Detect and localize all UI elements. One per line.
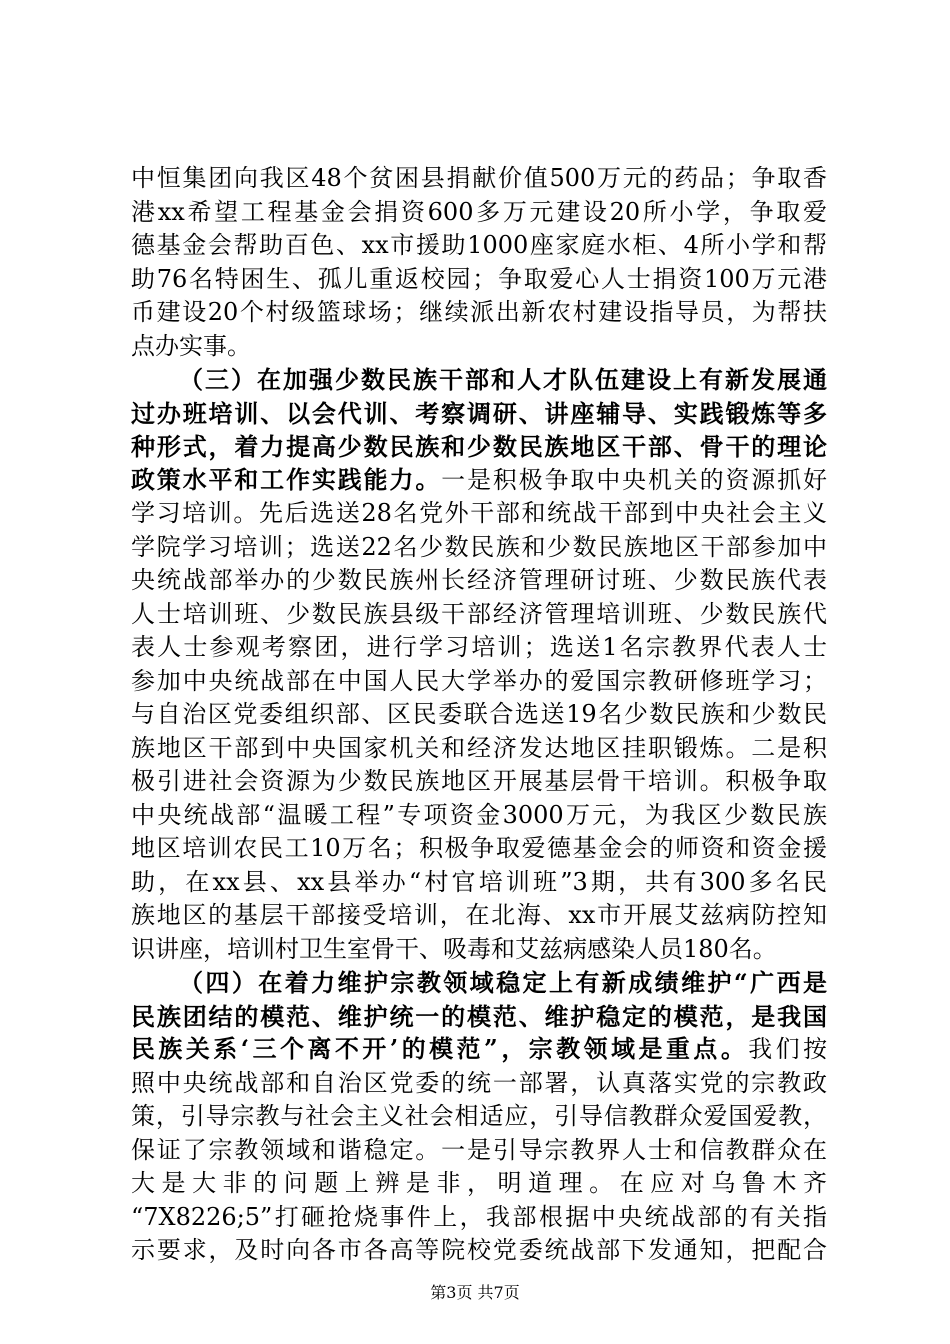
line-text: 照中央统战部和自治区党委的统一部署，认真落实党的宗教政 xyxy=(131,1068,827,1097)
line-text: 德基金会帮助百色、xx市援助1000座家庭水柜、4所小学和帮 xyxy=(131,231,827,259)
text-line xyxy=(131,698,827,732)
text-line xyxy=(131,1167,827,1201)
line-text: 人士培训班、少数民族县级干部经济管理培训班、少数民族代 xyxy=(131,599,827,628)
text-line xyxy=(131,631,827,665)
line-text: 参加中央统战部在中国人民大学举办的爱国宗教研修班学习； xyxy=(131,666,827,695)
text-line xyxy=(131,799,827,833)
text-line xyxy=(131,564,827,598)
section-heading-line xyxy=(131,966,827,1000)
section-heading-text: （三）在加强少数民族干部和人才队伍建设上有新发展通 xyxy=(179,365,827,394)
line-text: 助，在xx县、xx县举办“村官培训班”3期，共有300多名民 xyxy=(131,867,827,896)
line-text: 表人士参观考察团，进行学习培训；选送1名宗教界代表人士 xyxy=(131,633,827,661)
text-line xyxy=(131,665,827,699)
line-text: 助76名特困生、孤儿重返校园；争取爱心人士捐资100万元港 xyxy=(131,264,827,293)
line-text: 族地区干部到中央国家机关和经济发达地区挂职锻炼。二是积 xyxy=(131,733,827,762)
page-number-label: 第3页 共7页 xyxy=(430,1283,520,1302)
section-heading-text: 民族团结的模范、维护统一的模范、维护稳定的模范，是我国 xyxy=(131,1001,827,1031)
line-text: 一是积极争取中央机关的资源抓好 xyxy=(441,465,827,494)
line-text: “7X8226;5”打砸抢烧事件上，我部根据中央统战部的有关指 xyxy=(131,1202,827,1231)
text-line xyxy=(131,196,827,230)
line-text: 识讲座，培训村卫生室骨干、吸毒和艾兹病感染人员180名。 xyxy=(131,934,777,963)
line-text: 央统战部举办的少数民族州长经济管理研讨班、少数民族代表 xyxy=(131,566,827,594)
line-text: 示要求，及时向各市各高等院校党委统战部下发通知，把配合 xyxy=(131,1236,827,1264)
line-text: 保证了宗教领域和谐稳定。一是引导宗教界人士和信教群众在 xyxy=(131,1135,827,1164)
section-heading-line xyxy=(131,363,827,397)
line-text: 族地区的基层干部接受培训，在北海、xx市开展艾兹病防控知 xyxy=(131,901,827,929)
section-heading-line xyxy=(131,397,827,431)
line-text: 学院学习培训；选送22名少数民族和少数民族地区干部参加中 xyxy=(131,532,827,561)
text-line xyxy=(131,1033,827,1067)
text-line xyxy=(131,765,827,799)
line-text: 与自治区党委组织部、区民委联合选送19名少数民族和少数民 xyxy=(131,700,827,728)
section-heading-line xyxy=(131,1000,827,1034)
text-line xyxy=(131,1201,827,1235)
section-heading-text: （四）在着力维护宗教领域稳定上有新成绩维护“广西是 xyxy=(179,968,827,997)
document-body xyxy=(131,162,827,1268)
text-line xyxy=(131,899,827,933)
text-line xyxy=(131,497,827,531)
text-line xyxy=(131,866,827,900)
text-line xyxy=(131,732,827,766)
line-text: 学习培训。先后选送28名党外干部和统战干部到中央社会主义 xyxy=(131,499,827,527)
text-line xyxy=(131,933,827,967)
section-heading-line xyxy=(131,430,827,464)
section-heading-text: 民族关系‘三个离不开’的模范”，宗教领域是重点。 xyxy=(131,1035,749,1063)
line-text: 点办实事。 xyxy=(131,331,251,360)
section-heading-text: 政策水平和工作实践能力。 xyxy=(131,465,442,494)
page-footer xyxy=(0,1283,950,1303)
section-heading-text: 过办班培训、以会代训、考察调研、讲座辅导、实践锻炼等多 xyxy=(131,398,827,428)
line-text: 中恒集团向我区48个贫困县捐献价值500万元的药品；争取香 xyxy=(131,164,827,192)
line-text: 极引进社会资源为少数民族地区开展基层骨干培训。积极争取 xyxy=(131,767,827,795)
text-line xyxy=(131,296,827,330)
line-text: 币建设20个村级篮球场；继续派出新农村建设指导员，为帮扶 xyxy=(131,298,827,326)
section-heading-text: 种形式，着力提高少数民族和少数民族地区干部、骨干的理论 xyxy=(131,432,827,461)
text-line xyxy=(131,162,827,196)
text-line xyxy=(131,832,827,866)
text-line xyxy=(131,229,827,263)
text-line xyxy=(131,1234,827,1268)
text-line xyxy=(131,1067,827,1101)
text-line xyxy=(131,1134,827,1168)
line-text: 策，引导宗教与社会主义社会相适应，引导信教群众爱国爱教， xyxy=(131,1102,827,1130)
line-text: 大是大非的问题上辨是非，明道理。在应对乌鲁木齐 xyxy=(131,1169,827,1197)
line-text: 中央统战部“温暖工程”专项资金3000万元，为我区少数民族 xyxy=(131,800,827,829)
text-line xyxy=(131,531,827,565)
text-line xyxy=(131,464,827,498)
text-line xyxy=(131,598,827,632)
line-text: 港xx希望工程基金会捐资600多万元建设20所小学，争取爱 xyxy=(131,197,827,226)
text-line xyxy=(131,1100,827,1134)
line-text: 地区培训农民工10万名；积极争取爱德基金会的师资和资金援 xyxy=(131,834,827,862)
text-line xyxy=(131,330,827,364)
line-text: 我们按 xyxy=(748,1035,827,1063)
text-line xyxy=(131,263,827,297)
